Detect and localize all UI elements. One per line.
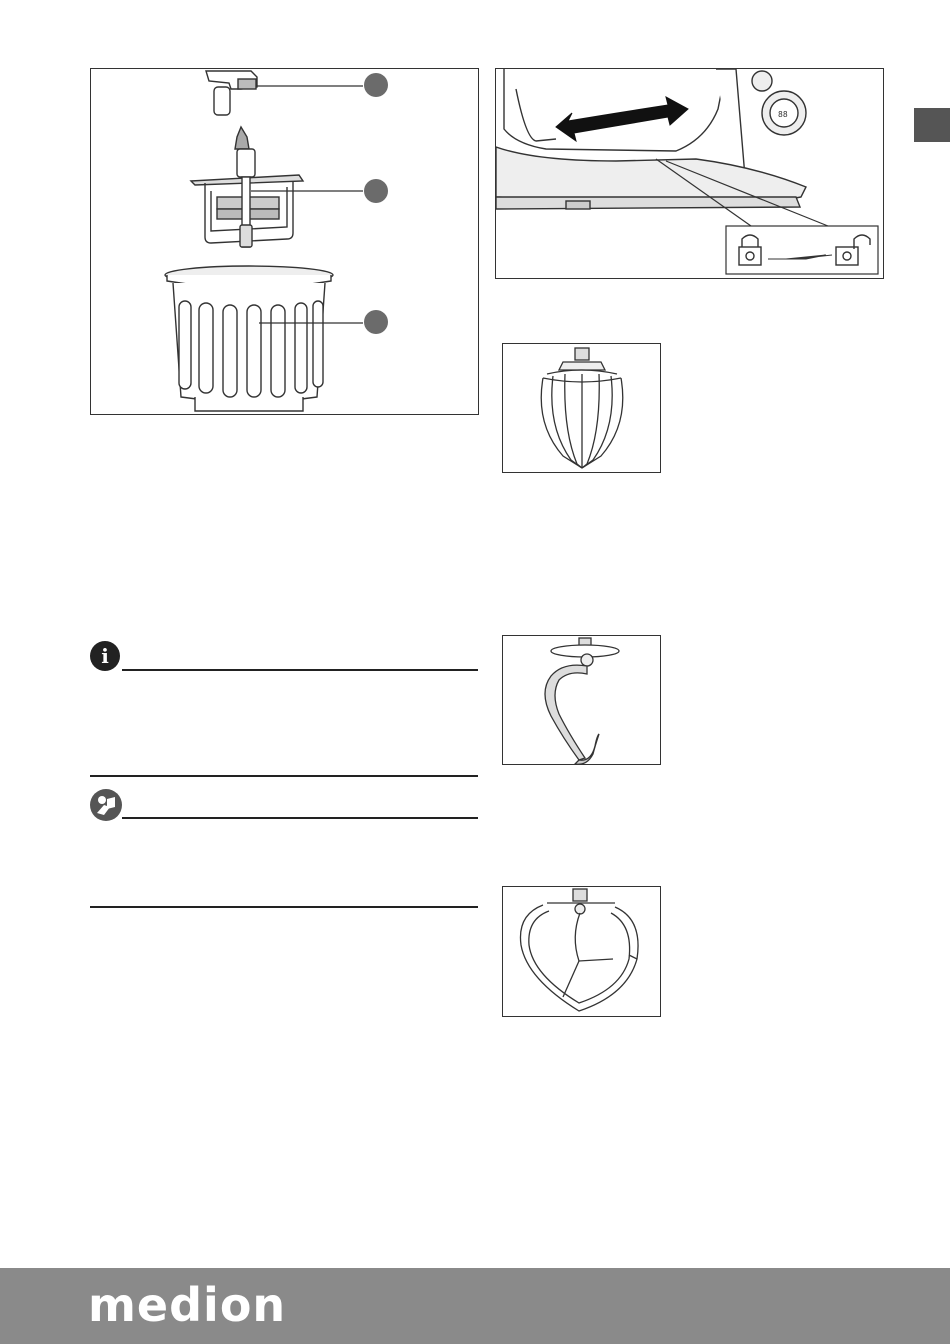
section-tab-marker bbox=[914, 108, 950, 142]
read-note-rule-top bbox=[122, 817, 478, 819]
assembly-figure bbox=[90, 68, 479, 415]
assembly-drawing bbox=[91, 69, 478, 414]
callout-marker-3 bbox=[364, 310, 388, 334]
info-note-rule-bottom bbox=[90, 775, 478, 777]
read-note-rule-bottom bbox=[90, 906, 478, 908]
bowl-part bbox=[165, 266, 333, 411]
mixer-base-figure bbox=[495, 68, 884, 279]
read-manual-icon bbox=[90, 789, 122, 821]
dough-hook-drawing bbox=[503, 636, 660, 764]
brand-logo: medion bbox=[88, 1278, 287, 1332]
whisk-drawing bbox=[503, 344, 660, 472]
dough-hook-figure bbox=[502, 635, 661, 765]
info-note-rule-top bbox=[122, 669, 478, 671]
paddle-part bbox=[191, 127, 303, 247]
svg-text:88: 88 bbox=[778, 110, 788, 119]
info-icon: i bbox=[90, 641, 120, 671]
coupler-part bbox=[206, 71, 257, 115]
whisk-figure bbox=[502, 343, 661, 473]
callout-marker-2 bbox=[364, 179, 388, 203]
mixer-base-drawing bbox=[496, 69, 883, 278]
callout-marker-1 bbox=[364, 73, 388, 97]
flat-beater-figure bbox=[502, 886, 661, 1017]
flat-beater-drawing bbox=[503, 887, 660, 1016]
